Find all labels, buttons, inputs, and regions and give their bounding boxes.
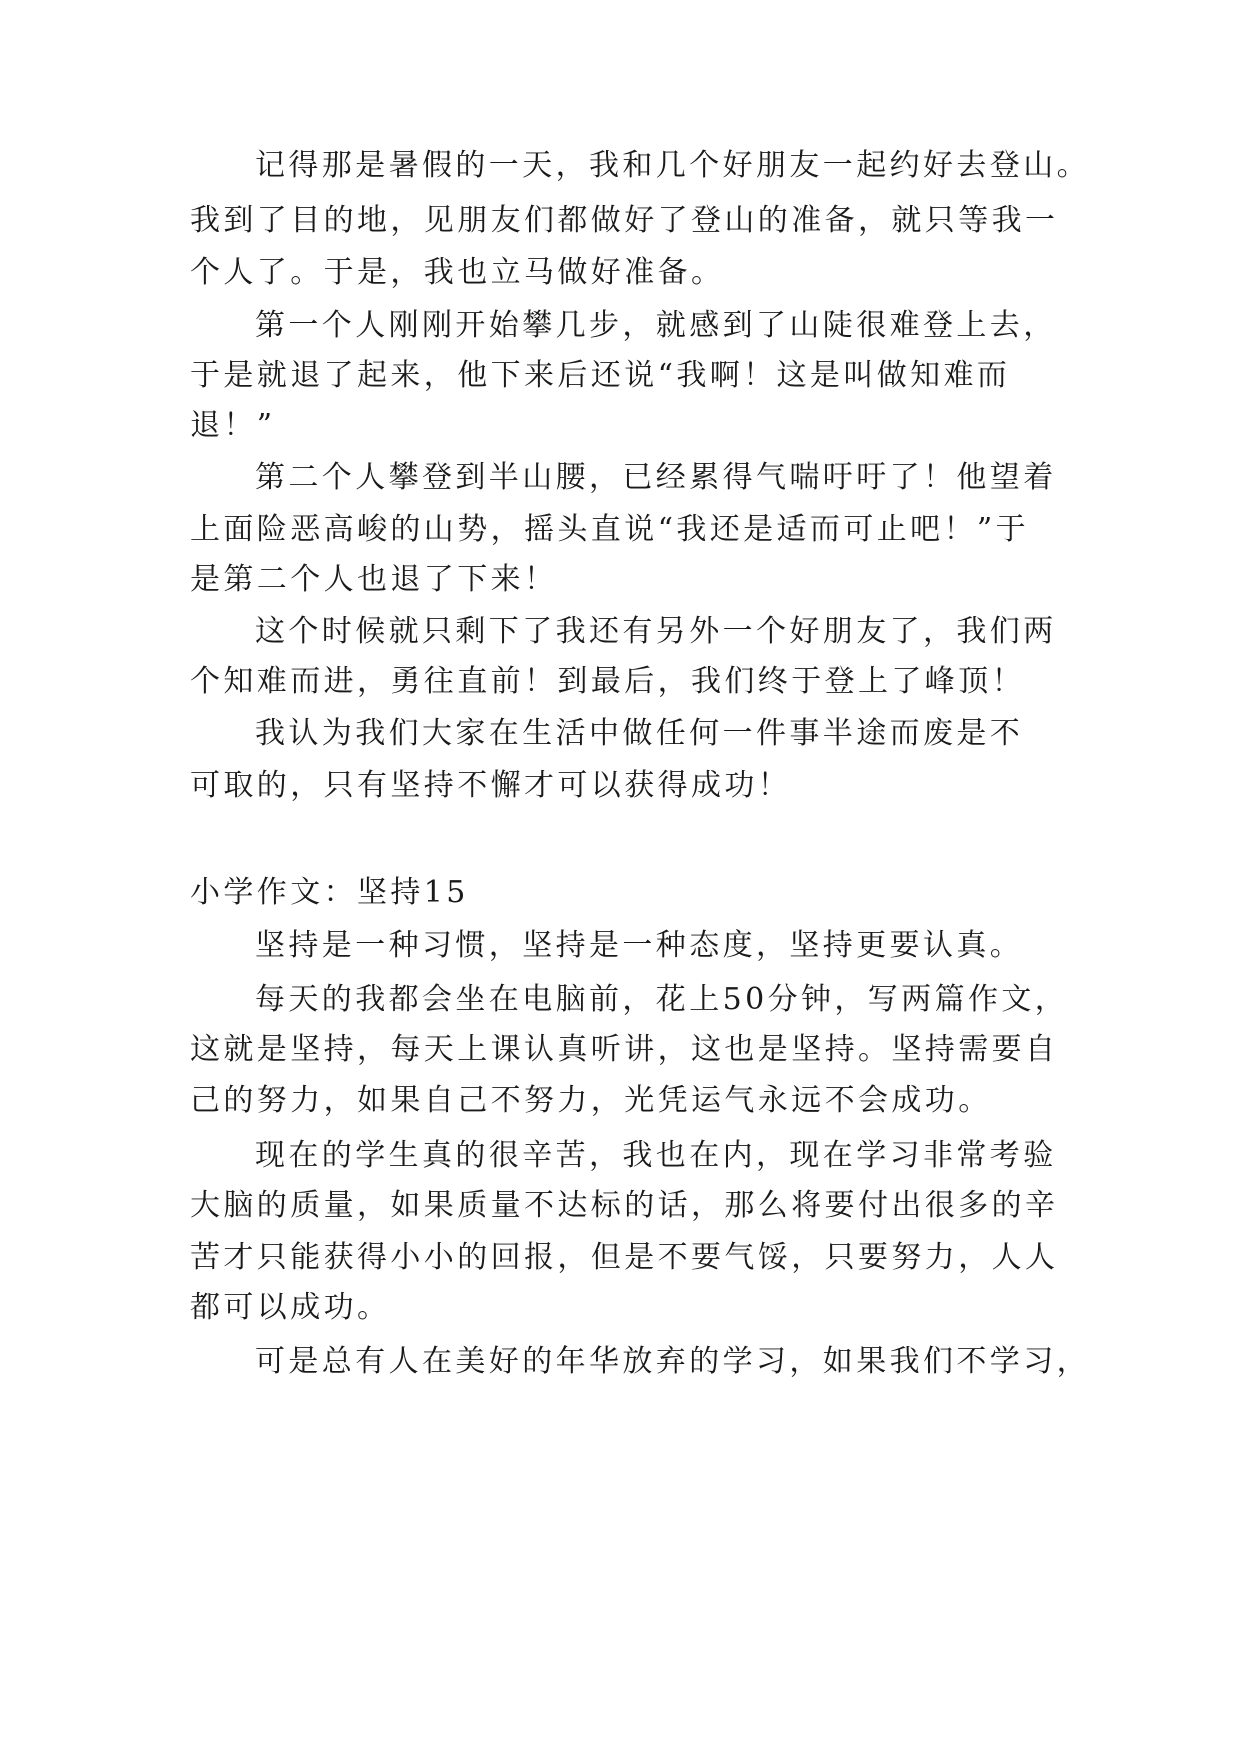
paragraph-1-line-2: 我到了目的地，见朋友们都做好了登山的准备，就只等我一 <box>190 203 1059 238</box>
paragraph-2-line-3: 退！” <box>190 408 276 443</box>
paragraph-1-line-3: 个人了。于是，我也立马做好准备。 <box>190 255 725 290</box>
section2-paragraph-2-line-1: 每天的我都会坐在电脑前，花上50分钟，写两篇作文， <box>255 982 1069 1017</box>
section2-paragraph-1-line-1: 坚持是一种习惯，坚持是一种态度，坚持更要认真。 <box>255 928 1024 963</box>
paragraph-3-line-1: 第二个人攀登到半山腰，已经累得气喘吁吁了！他望着 <box>255 460 1057 495</box>
paragraph-3-line-2: 上面险恶高峻的山势，摇头直说“我还是适而可止吧！”于 <box>190 512 1030 547</box>
paragraph-2-line-2: 于是就退了起来，他下来后还说“我啊！这是叫做知难而 <box>190 358 1011 393</box>
paragraph-5-line-1: 我认为我们大家在生活中做任何一件事半途而废是不 <box>255 716 1024 751</box>
paragraph-2-line-1: 第一个人刚刚开始攀几步，就感到了山陡很难登上去， <box>255 308 1057 343</box>
section2-paragraph-2-line-2: 这就是坚持，每天上课认真听讲，这也是坚持。坚持需要自 <box>190 1032 1059 1067</box>
paragraph-3-line-3: 是第二个人也退了下来！ <box>190 562 558 597</box>
section2-paragraph-3-line-2: 大脑的质量，如果质量不达标的话，那么将要付出很多的辛 <box>190 1188 1059 1223</box>
section2-paragraph-4-line-1: 可是总有人在美好的年华放弃的学习，如果我们不学习， <box>255 1344 1090 1379</box>
section2-paragraph-3-line-3: 苦才只能获得小小的回报，但是不要气馁，只要努力，人人 <box>190 1240 1059 1275</box>
paragraph-5-line-2: 可取的，只有坚持不懈才可以获得成功！ <box>190 768 792 803</box>
paragraph-1-line-1: 记得那是暑假的一天，我和几个好朋友一起约好去登山。 <box>255 148 1090 183</box>
paragraph-4-line-2: 个知难而进，勇往直前！到最后，我们终于登上了峰顶！ <box>190 664 1025 699</box>
section2-paragraph-2-line-3: 己的努力，如果自己不努力，光凭运气永远不会成功。 <box>190 1083 992 1118</box>
section2-paragraph-3-line-1: 现在的学生真的很辛苦，我也在内，现在学习非常考验 <box>255 1138 1057 1173</box>
paragraph-4-line-1: 这个时候就只剩下了我还有另外一个好朋友了，我们两 <box>255 614 1057 649</box>
section-heading: 小学作文：坚持15 <box>190 875 469 910</box>
section2-paragraph-3-line-4: 都可以成功。 <box>190 1290 391 1325</box>
